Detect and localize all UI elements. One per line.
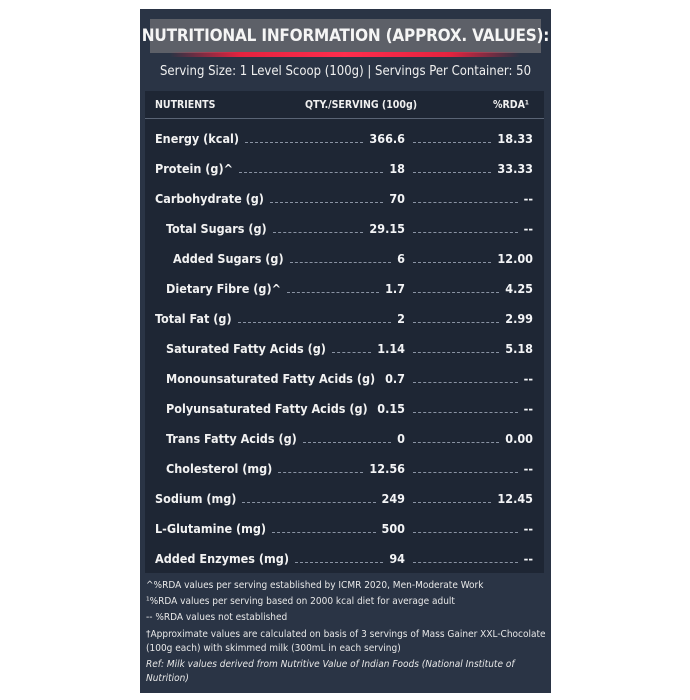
nutrient-rda: -- — [523, 461, 533, 476]
table-row — [145, 281, 544, 311]
nutrient-rda: 12.45 — [497, 491, 533, 506]
nutrient-qty: 0 — [397, 431, 405, 446]
nutrient-name: Carbohydrate (g) — [155, 191, 264, 206]
nutrient-name: Saturated Fatty Acids (g) — [166, 341, 326, 356]
nutrient-name: Polyunsaturated Fatty Acids (g) — [166, 401, 368, 416]
footnote-not-established: -- %RDA values not established — [146, 612, 288, 623]
accent-underline — [170, 52, 520, 57]
nutrient-qty: 366.6 — [369, 131, 405, 146]
nutrient-qty: 18 — [389, 161, 405, 176]
footnote-kcal: ¹%RDA values per serving based on 2000 kcal diet for average adult — [146, 596, 455, 607]
nutrient-name: Added Enzymes (mg) — [155, 551, 289, 566]
nutrition-panel — [140, 9, 551, 693]
nutrient-rda: 0.00 — [505, 431, 533, 446]
footnotes — [146, 578, 546, 686]
footnote-icmr: ^%RDA values per serving established by ICMR 2020, Men-Moderate Work — [146, 580, 484, 591]
footnote-approximate: †Approximate values are calculated on basis of 3 servings of Mass Gainer XXL-Chocolate (100g each) with skimmed milk (300mL in each serving) — [146, 629, 546, 654]
nutrient-rda: 33.33 — [497, 161, 533, 176]
nutrient-rda: 5.18 — [505, 341, 533, 356]
nutrient-rda: -- — [523, 521, 533, 536]
table-row — [145, 221, 544, 251]
header-qty: QTY./SERVING (100g) — [305, 99, 418, 111]
nutrient-name: Total Fat (g) — [155, 311, 232, 326]
serving-info: Serving Size: 1 Level Scoop (100g) | Servings Per Container: 50 — [159, 64, 532, 79]
nutrient-name: Monounsaturated Fatty Acids (g) — [166, 371, 376, 386]
nutrient-rda: 18.33 — [497, 131, 533, 146]
table-row — [145, 551, 544, 581]
nutrient-name: Sodium (mg) — [155, 491, 237, 506]
nutrient-rda: -- — [523, 401, 533, 416]
nutrient-qty: 249 — [381, 491, 405, 506]
nutrient-qty: 500 — [381, 521, 405, 536]
table-row — [145, 131, 544, 161]
nutrient-name: L-Glutamine (mg) — [155, 521, 267, 536]
nutrient-qty: 0.7 — [385, 371, 405, 386]
page-title: NUTRITIONAL INFORMATION (APPROX. VALUES): — [141, 26, 550, 46]
nutrient-rda: -- — [523, 221, 533, 236]
nutrient-rda: -- — [523, 191, 533, 206]
nutrient-qty: 6 — [397, 251, 405, 266]
nutrient-rda: 12.00 — [497, 251, 533, 266]
nutrient-rda: -- — [523, 371, 533, 386]
table-row — [145, 341, 544, 371]
nutrient-name: Energy (kcal) — [155, 131, 240, 146]
table-row — [145, 401, 544, 431]
header-rda: %RDA¹ — [493, 99, 530, 111]
table-row — [145, 371, 544, 401]
nutrient-qty: 29.15 — [369, 221, 405, 236]
table-row — [145, 491, 544, 521]
table-row — [145, 251, 544, 281]
nutrient-qty: 12.56 — [369, 461, 405, 476]
table-row — [145, 461, 544, 491]
nutrient-qty: 1.14 — [377, 341, 405, 356]
nutrient-qty: 2 — [397, 311, 405, 326]
nutrient-qty: 1.7 — [385, 281, 405, 296]
table-row — [145, 311, 544, 341]
nutrient-rda: 2.99 — [505, 311, 533, 326]
nutrient-name: Added Sugars (g) — [173, 251, 284, 266]
nutrient-rda: -- — [523, 551, 533, 566]
nutrient-name: Cholesterol (mg) — [166, 461, 273, 476]
nutrient-rda: 4.25 — [505, 281, 533, 296]
header-divider — [145, 118, 544, 119]
header-nutrients: NUTRIENTS — [155, 99, 216, 111]
nutrient-qty: 94 — [389, 551, 405, 566]
table-row — [145, 521, 544, 551]
table-row — [145, 191, 544, 221]
table-row — [145, 431, 544, 461]
table-row — [145, 161, 544, 191]
nutrient-name: Trans Fatty Acids (g) — [166, 431, 297, 446]
footnote-reference: Ref: Milk values derived from Nutritive Value of Indian Foods (National Institute of Nutrition) — [146, 659, 515, 684]
title-bar — [141, 19, 550, 53]
nutrient-qty: 70 — [389, 191, 405, 206]
nutrient-name: Protein (g)^ — [155, 161, 234, 176]
nutrient-name: Total Sugars (g) — [166, 221, 267, 236]
nutrition-table — [145, 91, 544, 573]
nutrient-name: Dietary Fibre (g)^ — [166, 281, 282, 296]
nutrient-qty: 0.15 — [377, 401, 405, 416]
